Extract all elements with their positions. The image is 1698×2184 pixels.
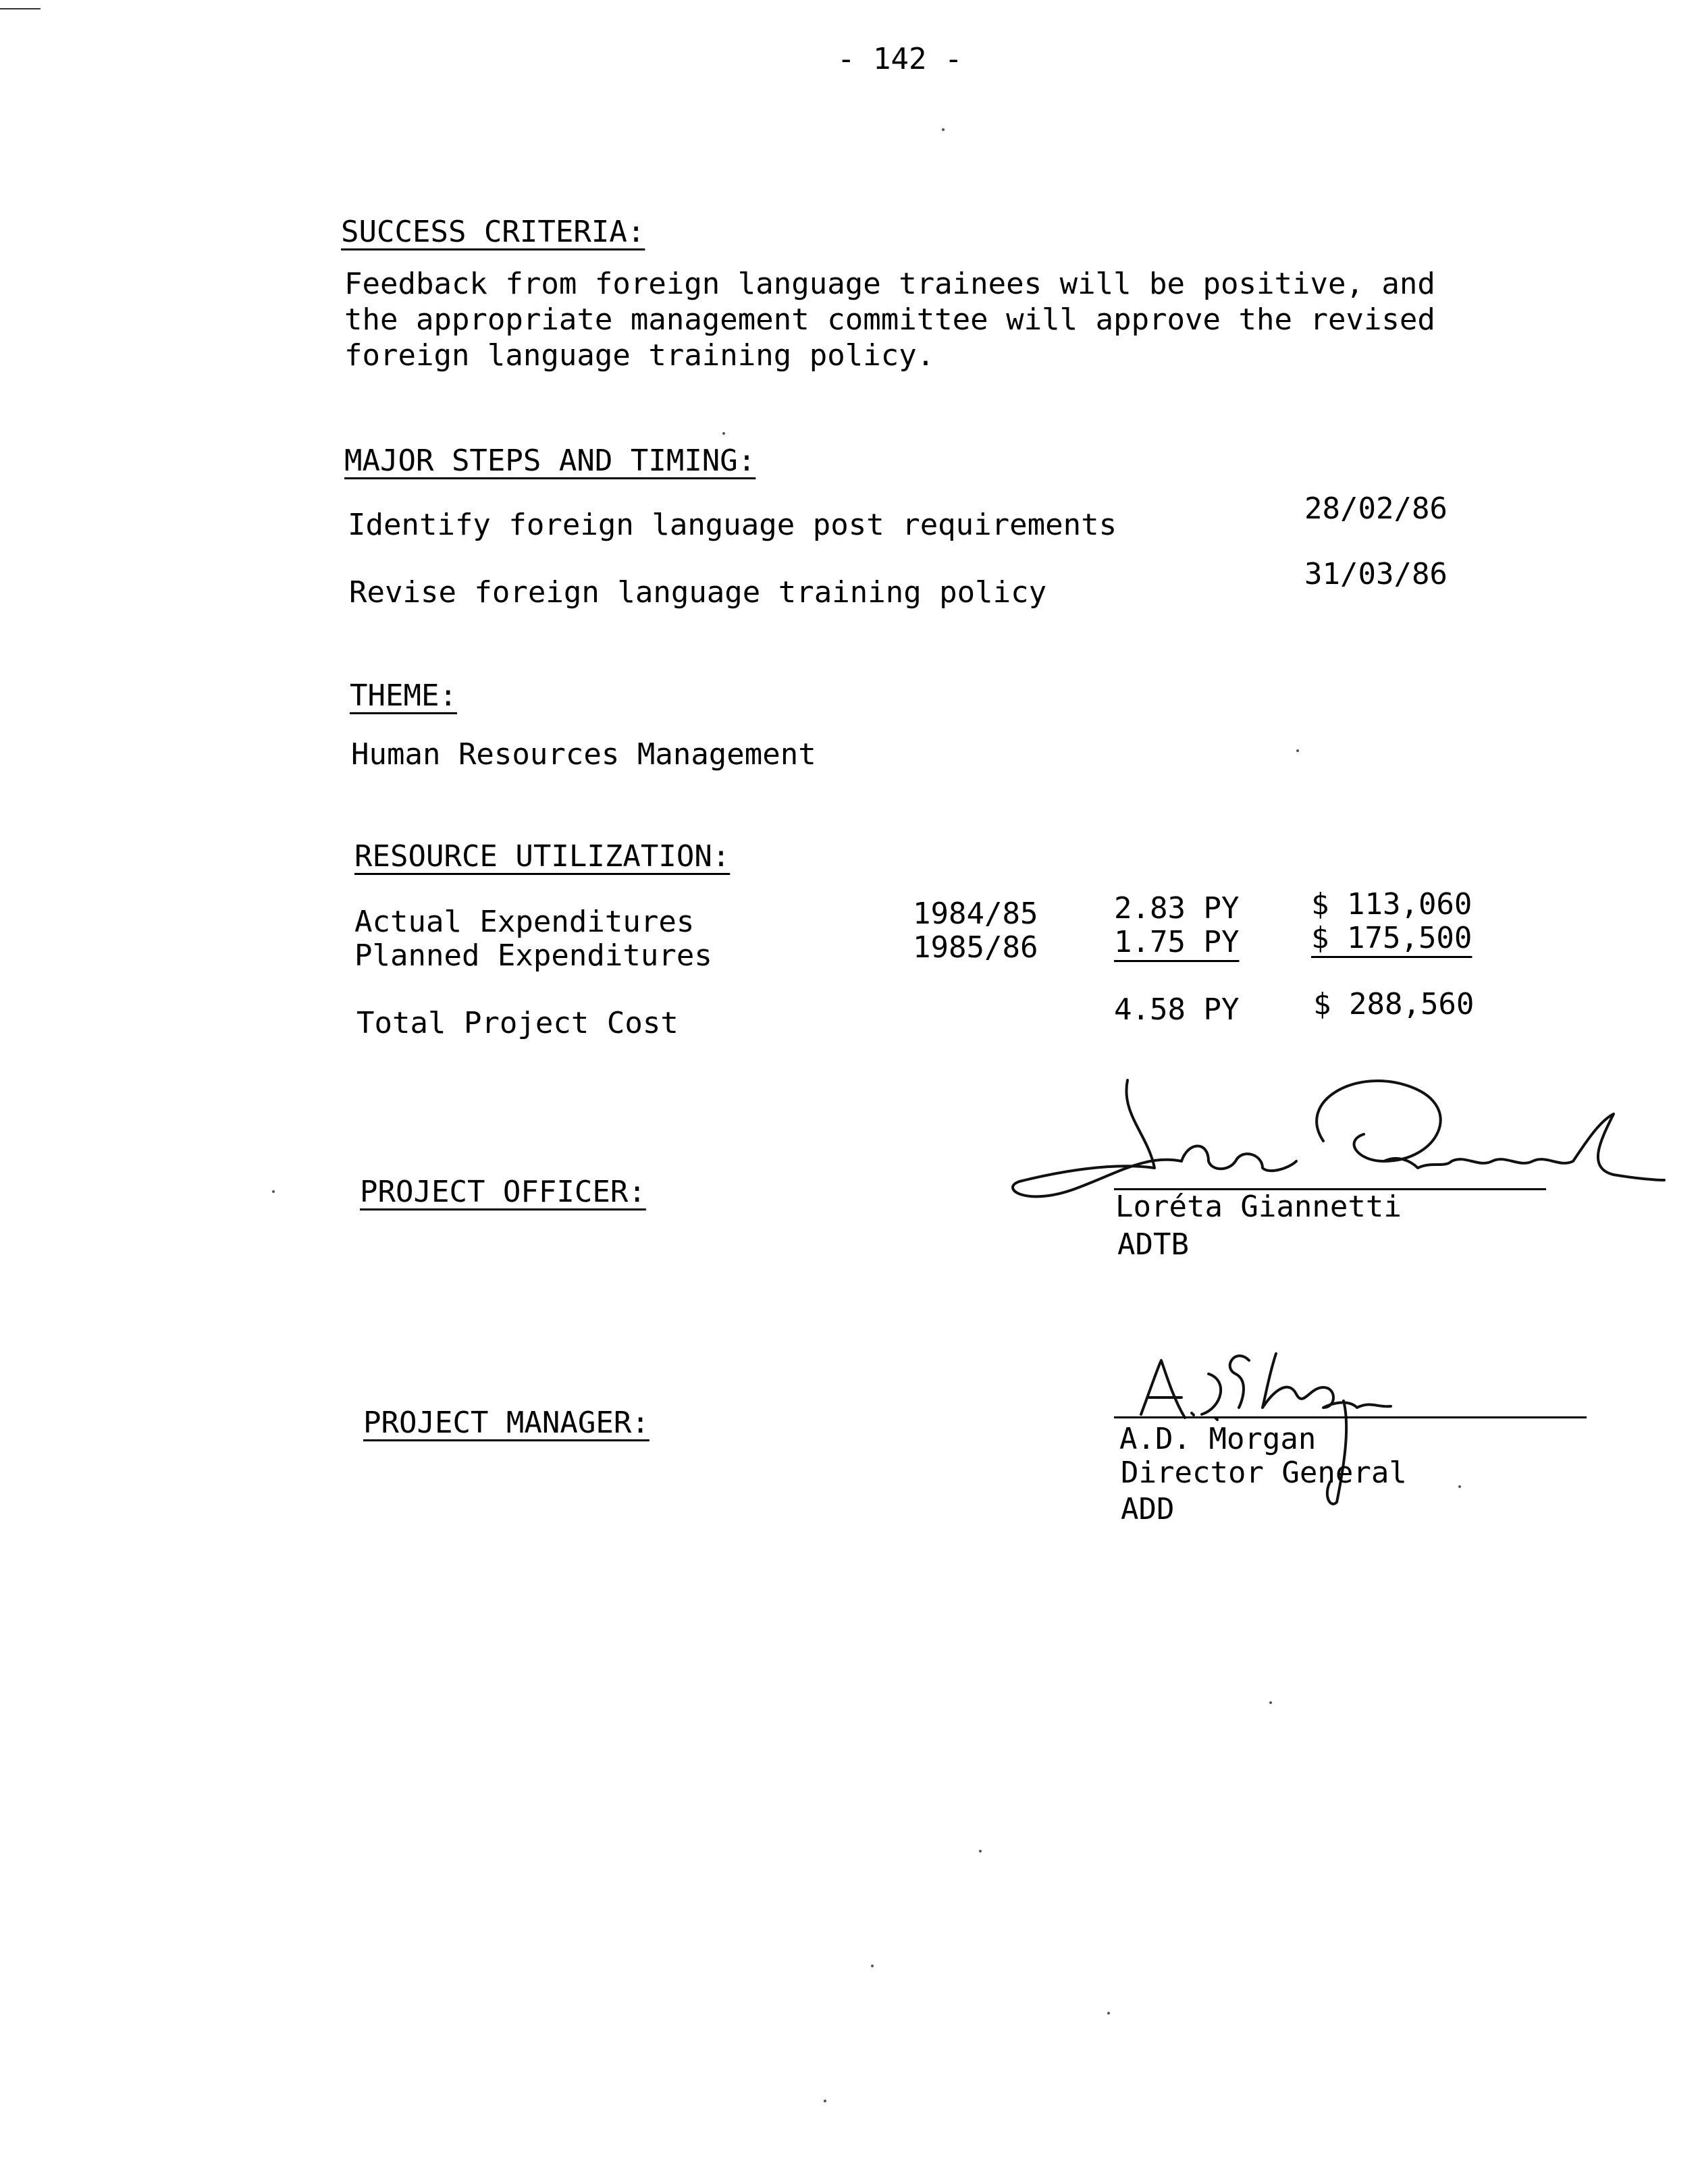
scan-speck (942, 128, 945, 131)
project-manager-label: PROJECT MANAGER: (363, 1406, 649, 1440)
scan-speck (824, 2100, 826, 2102)
success-criteria-line: Feedback from foreign language trainees will be positive, and (344, 267, 1435, 301)
scan-mark (0, 8, 41, 9)
scan-speck (979, 1850, 982, 1853)
resource-utilization-heading: RESOURCE UTILIZATION: (354, 839, 731, 874)
project-manager-unit: ADD (1121, 1492, 1175, 1526)
theme-value: Human Resources Management (351, 737, 816, 772)
project-officer-name: Loréta Giannetti (1115, 1190, 1402, 1224)
scan-speck (1458, 1485, 1461, 1488)
success-criteria-line: foreign language training policy. (344, 338, 935, 373)
scan-speck (272, 1190, 275, 1193)
project-officer-label: PROJECT OFFICER: (360, 1175, 646, 1209)
scan-speck (722, 432, 725, 435)
page-number: - 142 - (837, 42, 963, 76)
theme-heading: THEME: (350, 678, 457, 713)
project-manager-title: Director General (1121, 1456, 1407, 1490)
major-steps-heading: MAJOR STEPS AND TIMING: (344, 444, 756, 478)
expenditure-year: 1984/85 (913, 897, 1038, 931)
expenditure-py: 1.75 PY (1114, 925, 1240, 959)
scan-speck (1107, 2012, 1110, 2015)
total-label: Total Project Cost (356, 1006, 679, 1040)
expenditure-py: 2.83 PY (1114, 891, 1240, 926)
project-officer-unit: ADTB (1117, 1227, 1189, 1262)
scan-speck (1296, 749, 1299, 752)
expenditure-label: Planned Expenditures (354, 938, 712, 973)
success-criteria-heading: SUCCESS CRITERIA: (341, 215, 645, 249)
total-py: 4.58 PY (1114, 992, 1240, 1027)
expenditure-label: Actual Expenditures (354, 905, 695, 939)
step-task: Revise foreign language training policy (349, 575, 1047, 610)
scan-speck (1269, 1701, 1272, 1704)
project-manager-signature-line (1114, 1416, 1587, 1418)
total-amount: $ 288,560 (1313, 987, 1475, 1021)
expenditure-amount: $ 113,060 (1311, 887, 1473, 922)
project-manager-name: A.D. Morgan (1119, 1422, 1317, 1456)
expenditure-year: 1985/86 (913, 930, 1038, 965)
step-date: 28/02/86 (1304, 491, 1448, 526)
step-date: 31/03/86 (1304, 557, 1448, 591)
step-task: Identify foreign language post requirements (348, 508, 1117, 542)
expenditure-amount: $ 175,500 (1311, 921, 1473, 955)
scan-speck (871, 1965, 874, 1967)
success-criteria-line: the appropriate management committee will approve the revised (344, 302, 1435, 337)
success-criteria-text (344, 267, 1587, 373)
